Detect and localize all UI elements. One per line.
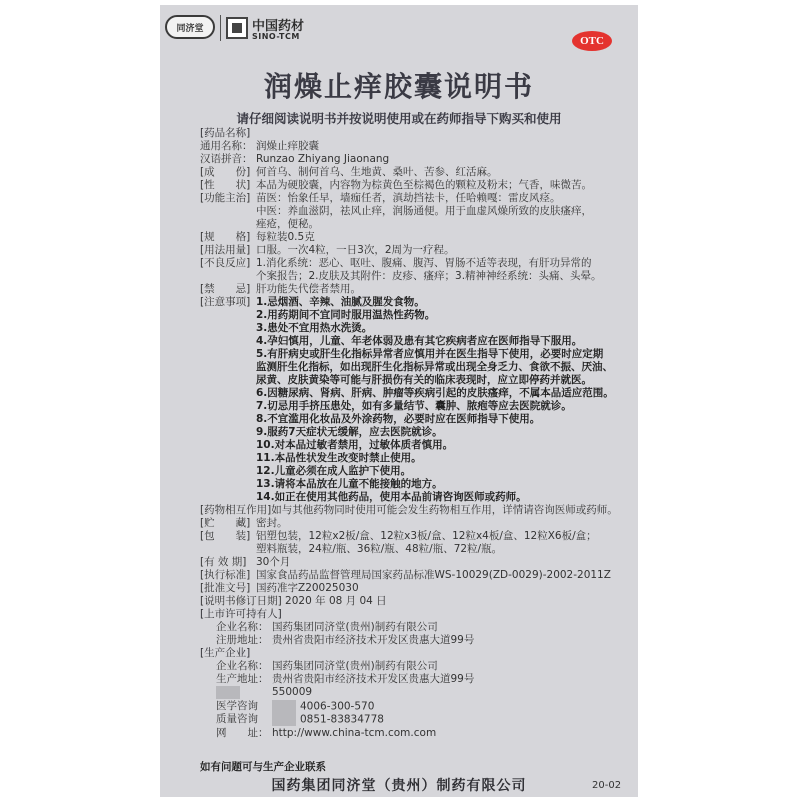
company-name-footer: 国药集团同济堂（贵州）制药有限公司 xyxy=(271,778,527,794)
print-code: 20-02 xyxy=(592,780,622,791)
interactions-text xyxy=(200,504,634,517)
function-row xyxy=(200,192,634,231)
precaution-line: 1.忌烟酒、辛辣、油腻及腥发食物。 xyxy=(256,296,425,308)
spec-row xyxy=(200,231,634,244)
precaution-line: 8.不宜滥用化妆品及外涂药物，必要时应在医师指导下使用。 xyxy=(256,413,541,425)
holder-address-value: 贵州省贵阳市经济技术开发区贵惠大道99号 xyxy=(272,634,475,646)
precaution-line: 10.对本品过敏者禁用，过敏体质者慎用。 xyxy=(256,439,454,451)
brand-cn: 中国药材 xyxy=(252,19,305,34)
redacted-block xyxy=(272,713,296,726)
precaution-line: 11.本品性状发生改变时禁止使用。 xyxy=(256,452,422,464)
holder-company-value: 国药集团同济堂(贵州)制药有限公司 xyxy=(272,621,438,633)
quality-phone-row xyxy=(200,713,634,727)
page-subtitle: 请仔细阅读说明书并按说明使用或在药师指导下购买和使用 xyxy=(236,111,562,126)
website-row xyxy=(200,727,634,740)
precautions-label: [注意事项] xyxy=(200,296,251,308)
mfr-address-value: 贵州省贵阳市经济技术开发区贵惠大道99号 xyxy=(272,673,475,685)
validity-label: [有 效 期] xyxy=(200,556,247,568)
revision-value: 2020 年 08 月 04 日 xyxy=(285,595,387,607)
function-line: 苗医：怡象任早，墙痂任者，滇劫挡祛卡，任哈赖嘎：雷皮风痉。 xyxy=(256,192,561,204)
package-line: 铝塑包装，12粒x2板/盒、12粒x3板/盒、12粒x4板/盒、12粒X6板/盒； xyxy=(256,530,597,542)
mfr-address-label: 生产地址： xyxy=(216,673,269,685)
properties-label: [性 状] xyxy=(200,179,251,191)
precaution-line: 13.请将本品放在儿童不能接触的地方。 xyxy=(256,478,443,490)
spec-value: 每粒装0.5克 xyxy=(256,231,315,243)
precaution-line: 6.因糖尿病、肾病、肝病、肿瘤等疾病引起的皮肤瘙痒，不属本品适应范围。 xyxy=(256,387,614,399)
pinyin-value: Runzao Zhiyang Jiaonang xyxy=(256,153,390,165)
standard-label: [执行标准] xyxy=(200,569,251,581)
adverse-line: 个案报告；2.皮肤及其附件：皮疹、瘙痒；3.精神神经系统：头痛、头晕。 xyxy=(256,270,602,282)
website-value[interactable]: http://www.china-tcm.com.com xyxy=(272,726,437,739)
spec-label: [规 格] xyxy=(200,231,251,243)
function-label: [功能主治] xyxy=(200,192,251,204)
pinyin-label: 汉语拼音： xyxy=(200,153,253,165)
precaution-line: 7.切忌用手挤压患处，如有多量结节、囊肿、脓疱等应去医院就诊。 xyxy=(256,400,572,412)
storage-label: [贮 藏] xyxy=(200,517,251,529)
contraindications-label: [禁 忌] xyxy=(200,283,251,295)
ingredients-value: 何首乌、制何首乌、生地黄、桑叶、苦参、红活麻。 xyxy=(256,166,498,178)
consult-phone-label: 医学咨询 xyxy=(216,699,258,712)
generic-name-row xyxy=(200,140,634,153)
quality-phone-label: 质量咨询 xyxy=(216,713,258,725)
function-value xyxy=(256,192,634,231)
quality-phone-number: 0851-83834778 xyxy=(300,713,384,726)
holder-address-label: 注册地址： xyxy=(216,634,269,646)
package-value xyxy=(256,530,634,556)
holder-company-label: 企业名称： xyxy=(216,621,269,633)
interactions-label: [药物相互作用] xyxy=(200,504,272,516)
revision-label: [说明书修订日期] xyxy=(200,595,282,607)
precaution-line: 12.儿童必须在成人监护下使用。 xyxy=(256,465,412,477)
validity-value: 30个月 xyxy=(256,556,291,568)
usage-label: [用法用量] xyxy=(200,244,251,256)
website-label: 网 址： xyxy=(216,726,269,739)
sino-tcm-logo-icon xyxy=(226,17,248,39)
precaution-line: 14.如正在使用其他药品，使用本品前请咨询医师或药师。 xyxy=(256,491,527,503)
approval-row xyxy=(200,582,634,595)
adverse-label: [不良反应] xyxy=(200,257,251,269)
package-label: [包 装] xyxy=(200,530,251,542)
manufacturer-header: [生产企业] xyxy=(200,647,251,659)
storage-row xyxy=(200,517,634,530)
precaution-line: 3.患处不宜用热水洗烫。 xyxy=(256,322,373,334)
quality-phone-value xyxy=(272,713,634,727)
tongjitang-logo xyxy=(165,15,215,39)
redacted-block xyxy=(216,686,240,699)
contraindications-value: 肝功能失代偿者禁用。 xyxy=(256,283,361,295)
redacted-block xyxy=(272,700,296,713)
properties-value: 本品为硬胶囊，内容物为棕黄色至棕褐色的颗粒及粉末；气香，味微苦。 xyxy=(256,179,592,191)
standard-value: 国家食品药品监督管理局国家药品标准WS-10029(ZD-0029)-2002-2011Z xyxy=(256,569,611,581)
contact-note: 如有问题可与生产企业联系 xyxy=(200,761,326,773)
generic-name-value: 润燥止痒胶囊 xyxy=(256,140,319,152)
approval-label: [批准文号] xyxy=(200,582,251,594)
package-line: 塑料瓶装，24粒/瓶、36粒/瓶、48粒/瓶、72粒/瓶。 xyxy=(256,543,503,555)
revision-text xyxy=(200,595,634,608)
revision-row xyxy=(200,595,634,608)
usage-row xyxy=(200,244,634,257)
otc-badge: OTC xyxy=(572,31,612,51)
precaution-line: 2.用药期间不宜同时服用温热性药物。 xyxy=(256,309,436,321)
postcode-label xyxy=(200,686,272,700)
validity-row xyxy=(200,556,634,569)
adverse-row xyxy=(200,257,634,283)
mfr-company-label: 企业名称： xyxy=(216,660,269,672)
approval-value: 国药准字Z20025030 xyxy=(256,582,359,594)
brand-left-text: 同济堂 xyxy=(176,23,204,34)
function-line: 中医：养血滋阴，祛风止痒，润肠通便。用于血虚风燥所致的皮肤瘙痒， xyxy=(256,205,592,217)
standard-row xyxy=(200,569,634,582)
contraindications-row xyxy=(200,283,634,296)
precaution-line: 监测肝生化指标，如出现肝生化指标异常或出现全身乏力、食欲不振、厌油、 xyxy=(256,361,613,373)
ingredients-label: [成 份] xyxy=(200,166,251,178)
drug-name-header: [药品名称] xyxy=(200,127,251,139)
mfr-company-row xyxy=(200,660,634,673)
consult-phone-value xyxy=(272,700,634,714)
precaution-line: 9.服药7天症状无缓解，应去医院就诊。 xyxy=(256,426,443,438)
leaflet-body xyxy=(200,127,634,740)
ingredients-row xyxy=(200,166,634,179)
consult-phone-row xyxy=(200,700,634,714)
holder-address-row xyxy=(200,634,634,647)
function-line: 痤疮，便秘。 xyxy=(256,218,319,230)
precaution-line: 尿黄、皮肤黄染等可能与肝损伤有关的临床表现时，应立即停药并就医。 xyxy=(256,374,592,386)
mfr-address-row xyxy=(200,673,634,686)
holder-header: [上市许可持有人] xyxy=(200,608,282,620)
consult-phone-number: 4006-300-570 xyxy=(300,700,375,712)
usage-value: 口服。一次4粒，一日3次，2周为一疗程。 xyxy=(256,244,455,256)
holder-company-row xyxy=(200,621,634,634)
interactions-value: 如与其他药物同时使用可能会发生药物相互作用，详情请咨询医师或药师。 xyxy=(271,504,618,516)
pinyin-row xyxy=(200,153,634,166)
page-title: 润燥止痒胶囊说明书 xyxy=(263,70,534,103)
postcode-row xyxy=(200,686,634,700)
generic-name-label: 通用名称： xyxy=(200,140,253,152)
precautions-value xyxy=(256,296,634,504)
adverse-line: 1.消化系统：恶心、呕吐、腹痛、腹泻、胃肠不适等表现，有肝功异常的 xyxy=(256,257,592,269)
interactions-row xyxy=(200,504,634,517)
postcode-value: 550009 xyxy=(272,686,313,698)
instruction-leaflet xyxy=(160,5,638,797)
precautions-row xyxy=(200,296,634,504)
package-row xyxy=(200,530,634,556)
brand-en: SINO-TCM xyxy=(252,32,300,41)
properties-row xyxy=(200,179,634,192)
adverse-value xyxy=(256,257,634,283)
precaution-line: 4.孕妇慎用，儿童、年老体弱及患有其它疾病者应在医师指导下服用。 xyxy=(256,335,583,347)
mfr-company-value: 国药集团同济堂(贵州)制药有限公司 xyxy=(272,660,438,672)
logo-divider xyxy=(220,15,221,41)
storage-value: 密封。 xyxy=(256,517,288,529)
precaution-line: 5.有肝病史或肝生化指标异常者应慎用并在医生指导下使用，必要时应定期 xyxy=(256,348,604,360)
